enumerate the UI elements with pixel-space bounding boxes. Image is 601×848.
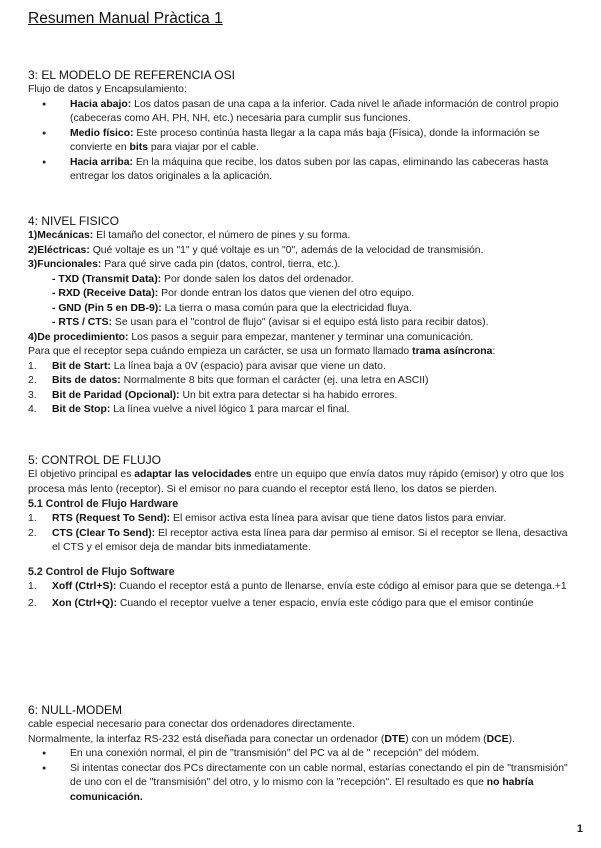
list-item — [28, 747, 576, 762]
bullet-list — [28, 747, 576, 805]
term: - GND (Pin 5 en DB-9): — [52, 302, 162, 314]
text: Los pasos a seguir para empezar, mantener y terminar una comunicación. — [128, 331, 474, 343]
bullet-list — [28, 98, 576, 185]
text: La línea baja a 0V (espacio) para avisar que viene un dato. — [110, 360, 386, 372]
item-text: Los datos pasan de una capa a la inferior. Cada nivel le añade información de control propio (cabeceras como AH, PH, NH, etc.) necesaria para cumplir sus funciones. — [70, 98, 559, 124]
section-heading: 4: NIVEL FISICO — [28, 214, 119, 228]
item-text: para viajar por el cable. — [147, 142, 259, 153]
list-item — [28, 580, 576, 595]
list-item — [28, 374, 576, 389]
dash-item — [28, 302, 576, 317]
term: - RTS / CTS: — [52, 317, 113, 328]
text: El receptor activa esta línea para dar permiso al emisor. Si el receptor se llena, desactiva el CTS y el emisor deja de mandar bits inmediatamente. — [52, 527, 568, 553]
paragraph — [28, 331, 576, 346]
text: ). — [508, 733, 515, 745]
text: Para que el receptor sepa cuándo empieza un carácter, se usa un formato llamado — [28, 346, 413, 357]
paragraph — [28, 345, 576, 360]
list-item — [28, 98, 576, 127]
list-item — [28, 597, 576, 612]
text: La línea vuelve a nivel lógico 1 para marcar el final. — [110, 404, 350, 415]
item-number: 1. — [28, 580, 37, 592]
term: Bits de datos: — [52, 375, 121, 386]
list-item — [28, 403, 576, 418]
paragraph — [28, 229, 576, 244]
term: Xoff (Ctrl+S): — [52, 580, 117, 592]
term: Hacia arriba: — [70, 156, 133, 168]
text: Para qué sirve cada pin (datos, control, tierra, etc.). — [101, 259, 341, 270]
text: En una conexión normal, el pin de "transmisión" del PC va al de " recepción" del módem. — [70, 748, 480, 759]
numbered-list — [28, 512, 576, 556]
page-number: 1 — [576, 822, 583, 835]
section-heading: 6: NULL-MODEM — [28, 703, 123, 717]
text: Qué voltaje es un "1" y qué voltaje es un "0", además de la velocidad de transmisión. — [89, 244, 484, 256]
text: Normalmente 8 bits que forman el carácter (ej. una letra en ASCII) — [120, 375, 429, 386]
item-number: 2. — [28, 375, 37, 386]
document-title: Resumen Manual Pràctica 1 — [28, 10, 223, 27]
numbered-list — [28, 360, 576, 418]
dash-item — [28, 287, 576, 302]
item-text: En la máquina que recibe, los datos suben por las capas, eliminando las cabeceras hasta entregar los datos originales a la aplicación. — [70, 156, 549, 182]
term: DTE — [384, 733, 406, 745]
term: Medio físico: — [70, 127, 134, 139]
term: Hacia abajo: — [70, 98, 132, 110]
item-number: 1. — [28, 513, 37, 524]
section-null-modem — [28, 702, 576, 805]
item-number: 2. — [28, 527, 37, 539]
term: Bit de Paridad (Opcional): — [52, 389, 180, 401]
term: DCE — [486, 733, 509, 745]
list-item — [28, 360, 576, 375]
list-item — [28, 762, 576, 806]
item-number: 3. — [28, 389, 37, 401]
term: CTS (Clear To Send): — [52, 527, 156, 539]
term: bits — [129, 142, 148, 153]
paragraph: Flujo de datos y Encapsulamiento: — [28, 84, 187, 95]
term: 1)Mecánicas: — [28, 230, 94, 241]
text: Un bit extra para detectar si ha habido errores. — [179, 389, 398, 401]
paragraph — [28, 468, 576, 497]
text: Cuando el receptor está a punto de llenarse, envía este código al emisor para que se detenga.+1 — [116, 580, 567, 592]
text: Normalmente, la interfaz RS-232 está diseñada para conectar un ordenador ( — [28, 733, 385, 745]
term: 4)De procedimiento: — [28, 331, 129, 343]
text: Por donde entran los datos que vienen del otro equipo. — [158, 288, 415, 299]
term: - TXD (Transmit Data): — [52, 273, 162, 285]
text: Se usan para el "control de flujo" (avisar si el equipo está listo para recibir datos). — [112, 317, 489, 328]
term: Xon (Ctrl+Q): — [52, 598, 117, 609]
text: La tierra o masa común para que la electricidad fluya. — [161, 302, 412, 314]
text: Si intentas conectar dos PCs directamente con un cable normal, estarías conectando el pin de "transmisión" de uno con el de "transmisión" del otro, y lo mismo con la "recepción". El resultado es que — [70, 762, 568, 788]
term: - RXD (Receive Data): — [52, 288, 159, 299]
term: Bit de Start: — [52, 360, 111, 372]
dash-item — [28, 316, 576, 331]
text: Por donde salen los datos del ordenador. — [161, 273, 354, 285]
term: no habría comunicación. — [70, 777, 534, 803]
text: entre un equipo que envía datos muy rápido (emisor) y otro que los procesa más lento (receptor). Si el emisor no para cuando el receptor está lleno, los datos se pierden. — [28, 469, 565, 495]
list-item — [28, 127, 576, 156]
section-heading: 5: CONTROL DE FLUJO — [28, 453, 161, 467]
text: El emisor activa esta línea para avisar que tiene datos listos para enviar. — [170, 513, 507, 524]
list-item — [28, 389, 576, 404]
term: trama asíncrona — [412, 346, 493, 357]
text: El tamaño del conector, el número de pines y su forma. — [93, 230, 351, 241]
item-number: 2. — [28, 598, 37, 609]
list-item — [28, 156, 576, 185]
item-number: 4. — [28, 404, 37, 415]
paragraph: cable especial necesario para conectar dos ordenadores directamente. — [28, 719, 355, 730]
section-osi — [28, 67, 576, 185]
paragraph — [28, 244, 576, 259]
text: : — [492, 346, 496, 357]
list-item — [28, 512, 576, 527]
list-item — [28, 527, 576, 556]
section-heading: 3: EL MODELO DE REFERENCIA OSI — [28, 68, 235, 82]
paragraph — [28, 258, 576, 273]
section-flow-control — [28, 452, 576, 612]
text: Cuando el receptor vuelve a tener espacio, envía este código para que el emisor continúe — [116, 598, 534, 609]
term: 3)Funcionales: — [28, 259, 102, 270]
paragraph — [28, 733, 576, 748]
numbered-list — [28, 580, 576, 612]
item-text: Este proceso continúa hasta llegar a la capa más baja (Física), donde la información se convierte en — [70, 127, 540, 153]
section-physical — [28, 213, 576, 418]
term: adaptar las velocidades — [134, 469, 252, 480]
text: ) con un módem ( — [405, 733, 487, 745]
term: Bit de Stop: — [52, 404, 111, 415]
text: El objetivo principal es — [28, 469, 135, 480]
subsection-heading: 5.1 Control de Flujo Hardware — [28, 498, 179, 510]
dash-item — [28, 273, 576, 288]
subsection-heading: 5.2 Control de Flujo Software — [28, 565, 175, 578]
term: RTS (Request To Send): — [52, 513, 171, 524]
term: 2)Eléctricas: — [28, 244, 90, 256]
item-number: 1. — [28, 360, 37, 372]
